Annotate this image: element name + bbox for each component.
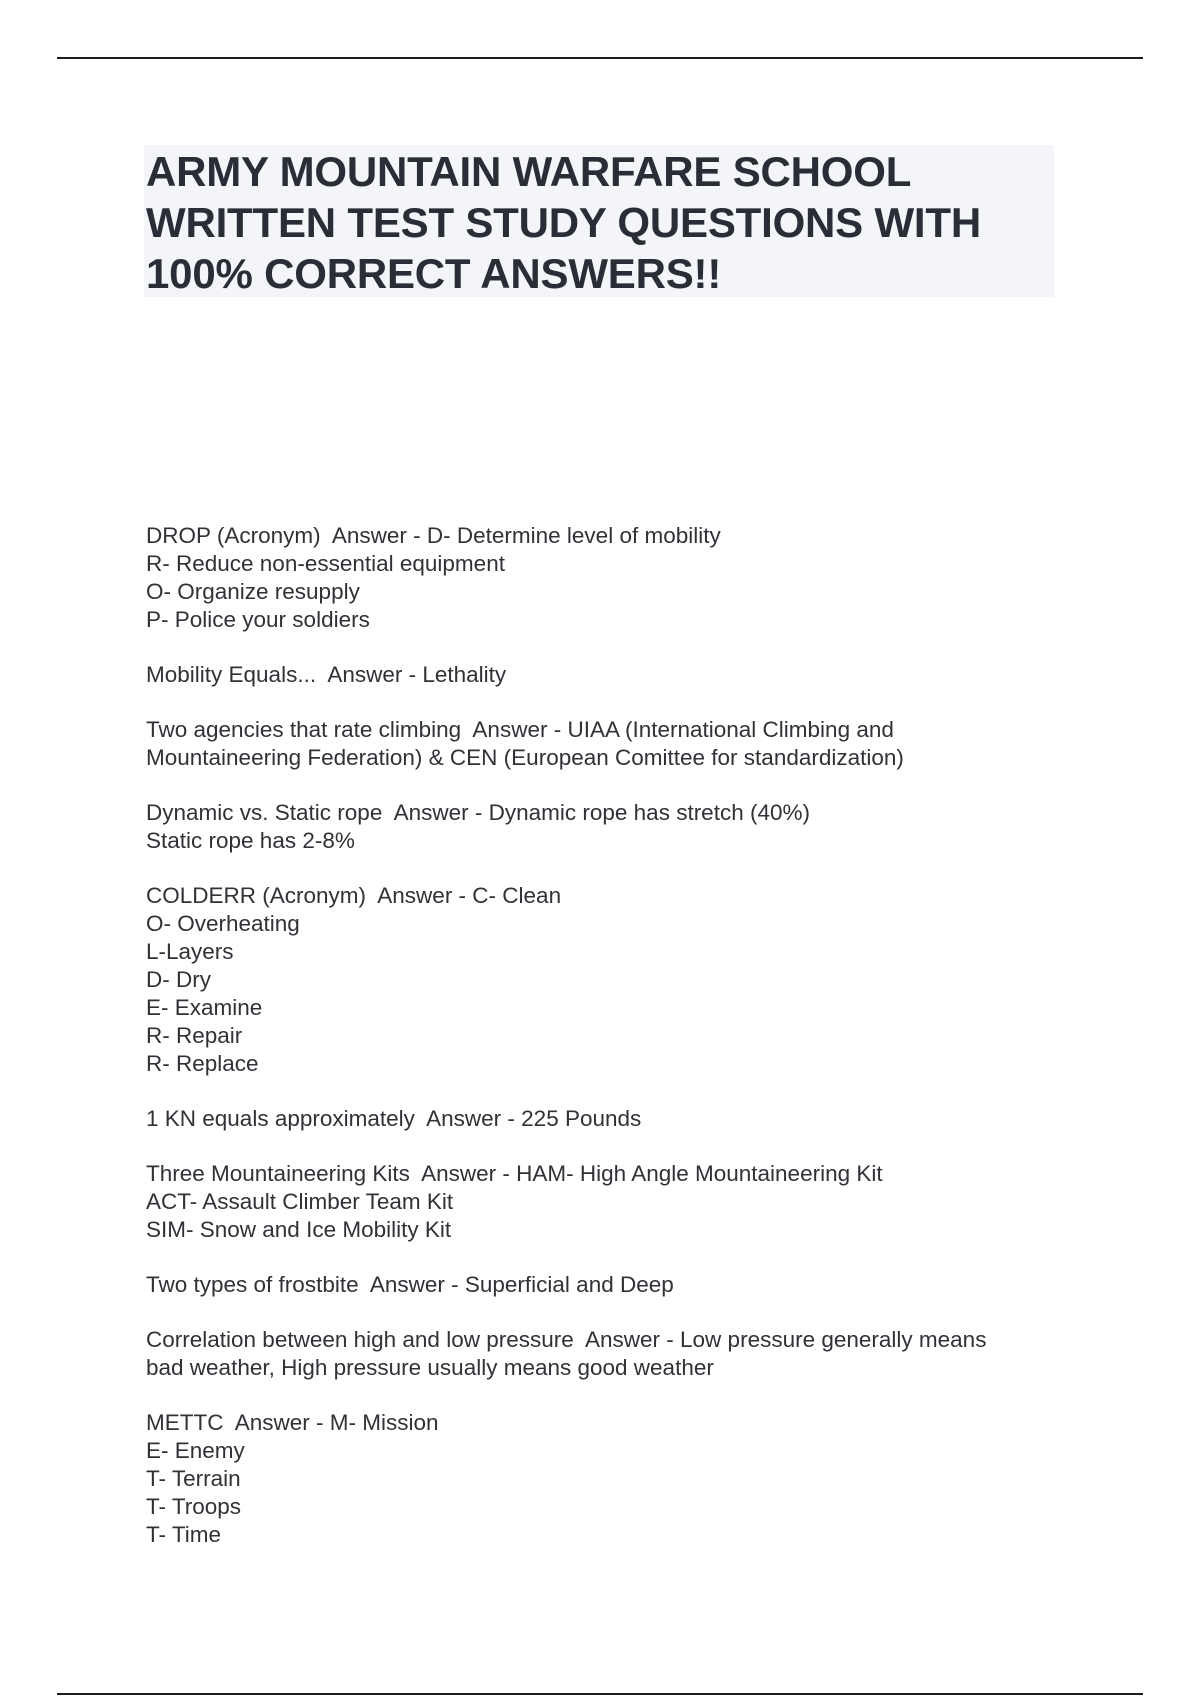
question-line: Mobility Equals... Answer - Lethality (146, 662, 507, 687)
answer-line: Static rope has 2-8% (146, 828, 355, 853)
title-line: WRITTEN TEST STUDY QUESTIONS WITH (146, 199, 981, 246)
qa-item (146, 1105, 1066, 1133)
answer-line: T- Time (146, 1522, 222, 1547)
question-line: Three Mountaineering Kits Answer - HAM- High Angle Mountaineering Kit (146, 1161, 883, 1186)
answer-line: SIM- Snow and Ice Mobility Kit (146, 1217, 452, 1242)
qa-item (146, 799, 1066, 855)
document-title (146, 146, 1066, 299)
title-line: ARMY MOUNTAIN WARFARE SCHOOL (146, 148, 912, 195)
qa-item (146, 1326, 1066, 1382)
qa-item (146, 522, 1066, 634)
qa-item (146, 882, 1066, 1078)
qa-item (146, 1409, 1066, 1549)
answer-line: P- Police your soldiers (146, 607, 370, 632)
bottom-divider (57, 1693, 1143, 1695)
question-line: Correlation between high and low pressure Answer - Low pressure generally means (146, 1327, 987, 1352)
top-divider (57, 57, 1143, 59)
answer-line: R- Repair (146, 1023, 243, 1048)
qa-item (146, 1160, 1066, 1244)
question-line: Two agencies that rate climbing Answer - UIAA (International Climbing and (146, 717, 894, 742)
title-line: 100% CORRECT ANSWERS!! (146, 250, 722, 297)
answer-line: T- Troops (146, 1494, 242, 1519)
answer-line: L-Layers (146, 939, 234, 964)
question-line: METTC Answer - M- Mission (146, 1410, 439, 1435)
qa-item (146, 1271, 1066, 1299)
question-line: COLDERR (Acronym) Answer - C- Clean (146, 883, 562, 908)
question-line: DROP (Acronym) Answer - D- Determine level of mobility (146, 523, 721, 548)
answer-line: R- Reduce non-essential equipment (146, 551, 505, 576)
answer-line: bad weather, High pressure usually means good weather (146, 1355, 714, 1380)
question-line: Dynamic vs. Static rope Answer - Dynamic rope has stretch (40%) (146, 800, 810, 825)
answer-line: D- Dry (146, 967, 211, 992)
answer-line: Mountaineering Federation) & CEN (European Comittee for standardization) (146, 745, 904, 770)
qa-item (146, 661, 1066, 689)
answer-line: O- Overheating (146, 911, 300, 936)
question-answer-list (146, 522, 1066, 1576)
question-line: 1 KN equals approximately Answer - 225 Pounds (146, 1106, 642, 1131)
answer-line: ACT- Assault Climber Team Kit (146, 1189, 454, 1214)
qa-item (146, 716, 1066, 772)
answer-line: T- Terrain (146, 1466, 241, 1491)
question-line: Two types of frostbite Answer - Superficial and Deep (146, 1272, 674, 1297)
answer-line: E- Examine (146, 995, 263, 1020)
answer-line: R- Replace (146, 1051, 259, 1076)
answer-line: E- Enemy (146, 1438, 245, 1463)
answer-line: O- Organize resupply (146, 579, 360, 604)
